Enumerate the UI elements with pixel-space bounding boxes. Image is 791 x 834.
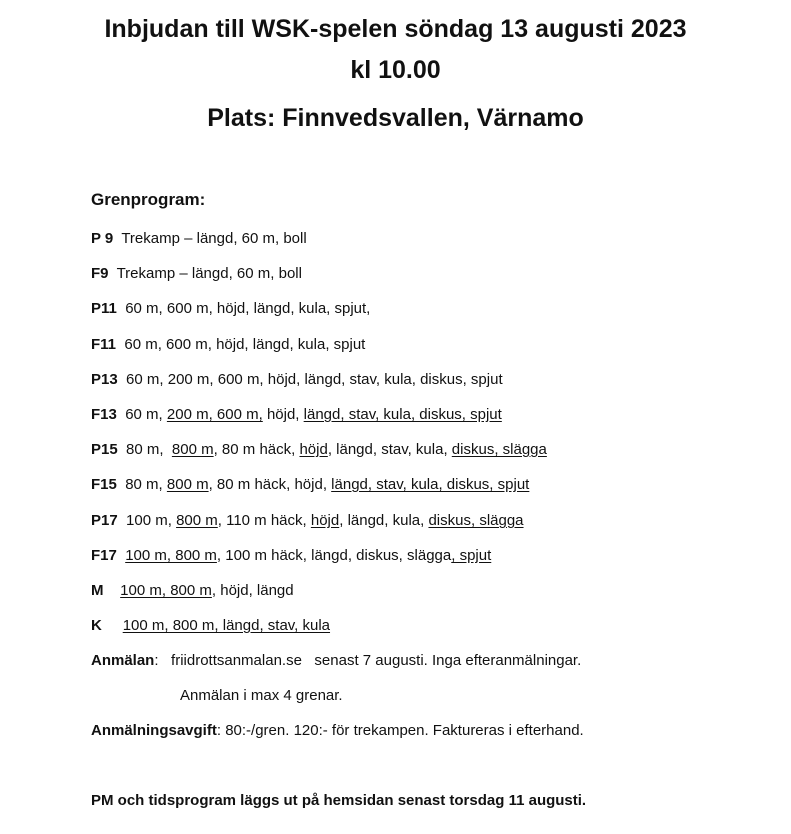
- event-list: 60 m, 200 m, 600 m, höjd, längd, stav, kula, diskus, spjut: [117, 371, 503, 388]
- event-list-underlined: diskus, slägga: [451, 441, 547, 458]
- event-list-underlined: 800 m: [176, 512, 218, 529]
- class-label: P13: [91, 371, 118, 388]
- event-list-underlined: längd, stav, kula, diskus, spjut: [331, 476, 530, 493]
- event-list: 80 m,: [116, 476, 167, 493]
- footer-note-text: PM och tidsprogram läggs ut på hemsidan senast torsdag 11 augusti.: [91, 792, 587, 809]
- event-list: , 80 m häck,: [213, 441, 300, 458]
- registration-label: Anmälan: [91, 652, 155, 669]
- registration-text: : friidrottsanmalan.se senast 7 augusti. Inga efteranmälningar.: [154, 652, 582, 669]
- class-label: P15: [91, 441, 118, 458]
- event-list: Trekamp – längd, 60 m, boll: [113, 230, 307, 247]
- registration-limit: Anmälan i max 4 grenar.: [180, 687, 343, 704]
- event-list-underlined: höjd: [299, 441, 328, 458]
- venue-title: Plats: Finnvedsvallen, Värnamo: [207, 104, 584, 132]
- program-row: [91, 581, 294, 601]
- event-list: 60 m, 600 m, höjd, längd, kula, spjut,: [116, 300, 371, 317]
- class-label: F15: [91, 476, 117, 493]
- event-list-underlined: 800 m: [166, 476, 209, 493]
- class-label: P 9: [91, 230, 114, 247]
- program-row: [91, 546, 491, 566]
- fee-label: Anmälningsavgift: [91, 722, 217, 739]
- event-list: 100 m,: [117, 512, 177, 529]
- event-list-underlined: 100 m, 800 m, längd, stav, kula: [122, 617, 331, 634]
- class-label: K: [91, 617, 102, 634]
- event-list: [102, 617, 123, 634]
- event-list: , 80 m häck, höjd,: [208, 476, 332, 493]
- event-list: [117, 547, 125, 564]
- fee-row: [91, 721, 584, 741]
- event-list-underlined: , spjut: [451, 547, 492, 564]
- program-row: [91, 511, 524, 531]
- program-row: [91, 229, 307, 249]
- program-row: [91, 264, 302, 284]
- registration-row: [91, 651, 581, 671]
- event-list: 60 m,: [116, 406, 167, 423]
- program-row: [91, 440, 547, 460]
- program-row: [91, 370, 503, 390]
- event-list: , längd, kula,: [339, 512, 429, 529]
- event-list: , 110 m häck,: [217, 512, 311, 529]
- event-list: Trekamp – längd, 60 m, boll: [108, 265, 302, 282]
- event-list: , 100 m häck, längd, diskus, slägga: [216, 547, 452, 564]
- event-list-underlined: 100 m, 800 m: [125, 547, 217, 564]
- event-list-underlined: diskus, slägga: [428, 512, 524, 529]
- class-label: P11: [91, 300, 117, 317]
- class-label: F9: [91, 265, 109, 282]
- class-label: M: [91, 582, 104, 599]
- program-row: [91, 616, 330, 636]
- class-label: F17: [91, 547, 117, 564]
- class-label: F11: [91, 336, 117, 353]
- event-list-underlined: 200 m, 600 m,: [166, 406, 263, 423]
- class-label: F13: [91, 406, 117, 423]
- event-list-underlined: 100 m, 800 m: [120, 582, 212, 599]
- program-row: [91, 299, 370, 319]
- program-row: [91, 475, 529, 495]
- event-list: , längd, stav, kula,: [327, 441, 452, 458]
- event-list: , höjd, längd: [211, 582, 294, 599]
- footer-note: [91, 791, 586, 811]
- event-list-underlined: 800 m: [171, 441, 214, 458]
- document-title-time: kl 10.00: [350, 56, 441, 84]
- event-list-underlined: längd, stav, kula, diskus, spjut: [303, 406, 502, 423]
- event-list-underlined: höjd: [310, 512, 340, 529]
- program-heading: Grenprogram:: [91, 190, 206, 209]
- class-label: P17: [91, 512, 118, 529]
- program-row: [91, 335, 365, 355]
- event-list: 80 m,: [117, 441, 172, 458]
- document-title: Inbjudan till WSK-spelen söndag 13 augusti 2023: [104, 15, 687, 43]
- program-row: [91, 405, 502, 425]
- event-list: 60 m, 600 m, höjd, längd, kula, spjut: [116, 336, 366, 353]
- event-list: [104, 582, 121, 599]
- event-list: höjd,: [262, 406, 304, 423]
- fee-text: : 80:-/gren. 120:- för trekampen. Faktureras i efterhand.: [216, 722, 584, 739]
